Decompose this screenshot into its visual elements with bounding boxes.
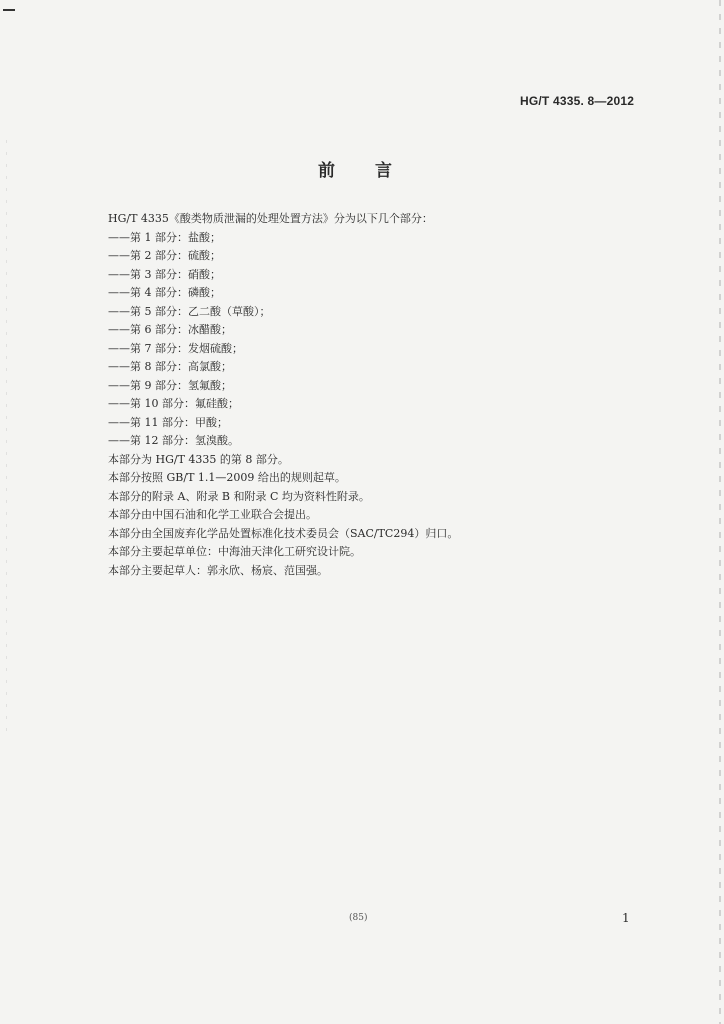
paragraph: 本部分主要起草人：郭永欣、杨宸、范国强。 xyxy=(108,563,328,577)
page-title: 前言 xyxy=(318,161,432,181)
part-item: ——第 12 部分：氢溴酸。 xyxy=(108,434,239,447)
page-number: 1 xyxy=(622,911,630,925)
part-item: ——第 3 部分：硝酸； xyxy=(108,267,221,281)
paragraph: 本部分由全国废弃化学品处置标准化技术委员会（SAC/TC294）归口。 xyxy=(108,526,459,540)
part-item: ——第 5 部分：乙二酸（草酸）； xyxy=(108,304,271,318)
part-item: ——第 8 部分：高氯酸； xyxy=(108,360,232,373)
paragraph: 本部分的附录 A、附录 B 和附录 C 均为资料性附录。 xyxy=(108,489,370,503)
part-item: ——第 1 部分：盐酸； xyxy=(108,230,221,244)
paragraph: 本部分按照 GB/T 1.1—2009 给出的规则起草。 xyxy=(108,471,346,484)
intro-line: HG/T 4335《酸类物质泄漏的处理处置方法》分为以下几个部分： xyxy=(108,212,433,225)
part-item: ——第 6 部分：冰醋酸； xyxy=(108,323,232,336)
paragraph: 本部分由中国石油和化学工业联合会提出。 xyxy=(108,508,317,521)
standard-code-header: HG/T 4335. 8—2012 xyxy=(520,94,635,108)
footer-sheet-number: (85) xyxy=(349,913,368,923)
scan-mark xyxy=(3,9,15,11)
paragraph: 本部分为 HG/T 4335 的第 8 部分。 xyxy=(108,452,289,466)
paragraph: 本部分主要起草单位：中海油天津化工研究设计院。 xyxy=(108,545,361,558)
part-item: ——第 2 部分：硫酸； xyxy=(108,249,221,262)
part-item: ——第 9 部分：氢氟酸； xyxy=(108,378,232,392)
part-item: ——第 10 部分：氟硅酸； xyxy=(108,397,239,410)
foreword-body xyxy=(108,210,588,580)
part-item: ——第 4 部分：磷酸； xyxy=(108,286,221,299)
part-item: ——第 11 部分：甲酸； xyxy=(108,415,228,429)
scan-edge-left xyxy=(6,140,7,740)
part-item: ——第 7 部分：发烟硫酸； xyxy=(108,341,243,355)
scan-edge-right xyxy=(719,0,721,1024)
